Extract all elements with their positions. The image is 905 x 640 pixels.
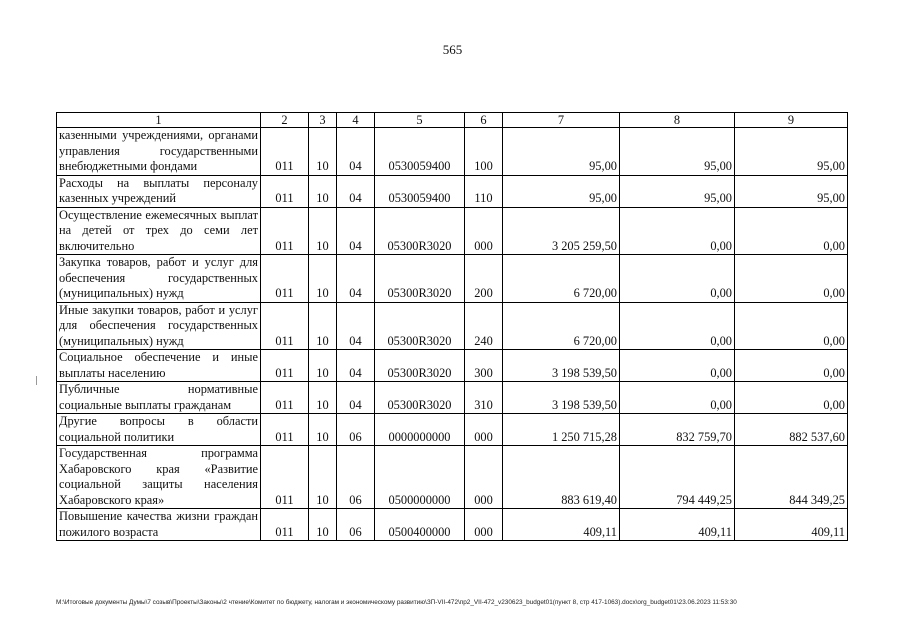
row-admin-code: 011 (261, 509, 309, 541)
row-amount-2024: 0,00 (620, 255, 735, 303)
row-admin-code: 011 (261, 207, 309, 255)
row-expense-type: 110 (465, 175, 503, 207)
table-row (57, 255, 848, 303)
row-expense-type: 310 (465, 382, 503, 414)
row-amount-2025: 409,11 (735, 509, 848, 541)
row-subsection: 06 (337, 446, 375, 509)
row-subsection: 04 (337, 128, 375, 176)
column-header-1: 1 (57, 113, 261, 128)
row-expense-type: 000 (465, 509, 503, 541)
row-target-article: 0530059400 (375, 175, 465, 207)
row-target-article: 05300R3020 (375, 255, 465, 303)
row-name: Другие вопросы в области социальной политики (57, 414, 261, 446)
footer-file-path: M:\Итоговые документы Думы\7 созыв\Проекты\Законы\2 чтение\Комитет по бюджету, налогам и экономическому развитию\ЗП-VII-472\пр2_VII-472_v230623_budget01(пункт 8, стр 417-1063).docx\org_budget01\23.06.2023 11:53:30 (56, 599, 737, 606)
row-subsection: 04 (337, 382, 375, 414)
row-target-article: 0000000000 (375, 414, 465, 446)
row-subsection: 04 (337, 350, 375, 382)
table-row (57, 509, 848, 541)
row-admin-code: 011 (261, 446, 309, 509)
row-amount-2023: 95,00 (503, 128, 620, 176)
row-target-article: 05300R3020 (375, 350, 465, 382)
row-expense-type: 000 (465, 446, 503, 509)
row-name: Иные закупки товаров, работ и услуг для обеспечения государственных (муниципальных) нужд (57, 302, 261, 350)
row-name: Публичные нормативные социальные выплаты гражданам (57, 382, 261, 414)
row-admin-code: 011 (261, 414, 309, 446)
column-header-7: 7 (503, 113, 620, 128)
row-target-article: 05300R3020 (375, 382, 465, 414)
row-section: 10 (309, 302, 337, 350)
row-subsection: 06 (337, 414, 375, 446)
row-subsection: 04 (337, 175, 375, 207)
table-row (57, 302, 848, 350)
row-subsection: 04 (337, 255, 375, 303)
row-amount-2023: 3 205 259,50 (503, 207, 620, 255)
row-expense-type: 240 (465, 302, 503, 350)
row-subsection: 04 (337, 207, 375, 255)
row-section: 10 (309, 382, 337, 414)
row-amount-2023: 1 250 715,28 (503, 414, 620, 446)
table-row (57, 350, 848, 382)
row-amount-2023: 3 198 539,50 (503, 382, 620, 414)
header-row (57, 113, 848, 128)
column-header-9: 9 (735, 113, 848, 128)
row-expense-type: 300 (465, 350, 503, 382)
column-header-2: 2 (261, 113, 309, 128)
table-row (57, 382, 848, 414)
page-number: 565 (442, 42, 463, 57)
row-amount-2024: 95,00 (620, 128, 735, 176)
column-header-6: 6 (465, 113, 503, 128)
row-name: Расходы на выплаты персоналу казенных учреждений (57, 175, 261, 207)
margin-mark (36, 376, 37, 385)
row-amount-2024: 0,00 (620, 350, 735, 382)
row-target-article: 0530059400 (375, 128, 465, 176)
row-amount-2024: 832 759,70 (620, 414, 735, 446)
row-section: 10 (309, 207, 337, 255)
table-row (57, 175, 848, 207)
row-expense-type: 200 (465, 255, 503, 303)
row-admin-code: 011 (261, 350, 309, 382)
row-expense-type: 100 (465, 128, 503, 176)
row-amount-2023: 409,11 (503, 509, 620, 541)
row-amount-2025: 0,00 (735, 255, 848, 303)
row-amount-2025: 95,00 (735, 175, 848, 207)
row-target-article: 0500000000 (375, 446, 465, 509)
table-row (57, 128, 848, 176)
row-name: казенными учреждениями, органами управления государственными внебюджетными фондами (57, 128, 261, 176)
row-expense-type: 000 (465, 414, 503, 446)
row-amount-2025: 882 537,60 (735, 414, 848, 446)
row-amount-2023: 3 198 539,50 (503, 350, 620, 382)
row-name: Повышение качества жизни граждан пожилого возраста (57, 509, 261, 541)
row-name: Государственная программа Хабаровского края «Развитие социальной защиты населения Хабаровского края» (57, 446, 261, 509)
table-row (57, 446, 848, 509)
table-row (57, 207, 848, 255)
row-admin-code: 011 (261, 255, 309, 303)
row-amount-2023: 883 619,40 (503, 446, 620, 509)
row-section: 10 (309, 350, 337, 382)
column-header-8: 8 (620, 113, 735, 128)
row-section: 10 (309, 446, 337, 509)
row-amount-2025: 0,00 (735, 207, 848, 255)
row-section: 10 (309, 175, 337, 207)
row-amount-2024: 0,00 (620, 302, 735, 350)
row-amount-2025: 844 349,25 (735, 446, 848, 509)
row-section: 10 (309, 255, 337, 303)
row-amount-2023: 6 720,00 (503, 255, 620, 303)
row-section: 10 (309, 128, 337, 176)
row-section: 10 (309, 414, 337, 446)
row-amount-2024: 0,00 (620, 382, 735, 414)
row-amount-2024: 794 449,25 (620, 446, 735, 509)
budget-table (56, 112, 848, 541)
row-amount-2025: 0,00 (735, 302, 848, 350)
row-amount-2024: 409,11 (620, 509, 735, 541)
row-section: 10 (309, 509, 337, 541)
row-amount-2023: 6 720,00 (503, 302, 620, 350)
row-admin-code: 011 (261, 175, 309, 207)
column-header-4: 4 (337, 113, 375, 128)
row-target-article: 05300R3020 (375, 207, 465, 255)
column-header-5: 5 (375, 113, 465, 128)
row-amount-2025: 0,00 (735, 382, 848, 414)
row-subsection: 04 (337, 302, 375, 350)
row-amount-2024: 95,00 (620, 175, 735, 207)
row-amount-2023: 95,00 (503, 175, 620, 207)
row-target-article: 0500400000 (375, 509, 465, 541)
row-name: Закупка товаров, работ и услуг для обеспечения государственных (муниципальных) нужд (57, 255, 261, 303)
row-amount-2025: 95,00 (735, 128, 848, 176)
row-admin-code: 011 (261, 128, 309, 176)
row-name: Социальное обеспечение и иные выплаты населению (57, 350, 261, 382)
row-admin-code: 011 (261, 302, 309, 350)
table-body (57, 128, 848, 541)
row-admin-code: 011 (261, 382, 309, 414)
column-header-3: 3 (309, 113, 337, 128)
table-row (57, 414, 848, 446)
row-amount-2024: 0,00 (620, 207, 735, 255)
row-target-article: 05300R3020 (375, 302, 465, 350)
row-expense-type: 000 (465, 207, 503, 255)
row-name: Осуществление ежемесячных выплат на детей от трех до семи лет включительно (57, 207, 261, 255)
row-amount-2025: 0,00 (735, 350, 848, 382)
row-subsection: 06 (337, 509, 375, 541)
